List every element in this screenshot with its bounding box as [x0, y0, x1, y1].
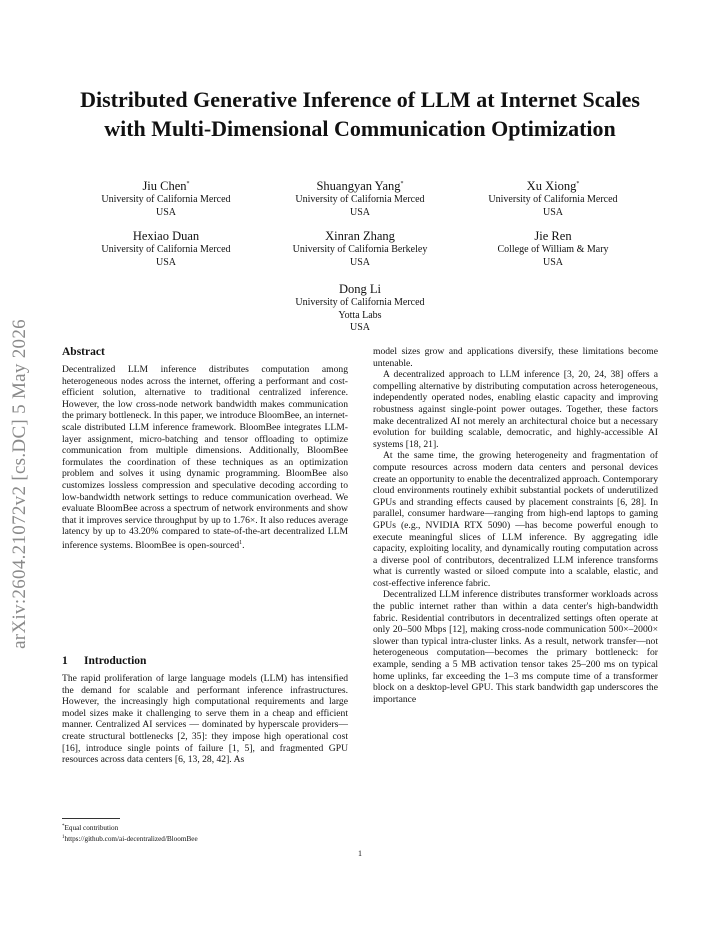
section-heading-introduction [62, 655, 146, 667]
author-affiliation: University of California Merced [101, 194, 231, 205]
intro-body [62, 673, 348, 766]
author-block [265, 177, 455, 219]
author-country: USA [349, 206, 370, 218]
author-country: USA [349, 322, 370, 333]
footnote: $^1$https://github.com/ai-decentralized/BloomBee [62, 835, 198, 843]
author-affiliation: University of California Merced [488, 194, 618, 205]
section-number: 1 [62, 655, 68, 667]
author-country: USA [349, 256, 370, 268]
author-country: USA [542, 256, 563, 268]
author-name: Jiu Chen* [142, 179, 190, 193]
abstract-body [62, 364, 348, 552]
author-block [458, 229, 648, 269]
author-block [71, 229, 261, 269]
author-country: USA [542, 206, 563, 218]
section-title: Introduction [84, 655, 147, 667]
right-column [373, 346, 658, 705]
author-block [265, 229, 455, 269]
author-affiliation: University of California Berkeley [292, 244, 428, 255]
author-block [265, 282, 455, 335]
footnotes [62, 822, 348, 844]
page-number: 1 [358, 849, 362, 858]
author-name: Xinran Zhang [325, 229, 395, 243]
abstract-text: Decentralized LLM inference distributes computation among heterogeneous nodes across the internet, offering a performant and cost-efficient solution, alternative to traditional centralized inference. However, the low cross-node network bandwidth makes communication the primary bottleneck. In this paper, we introduce BloomBee, an internet-scale distributed LLM inference framework. BloomBee integrates LLM-layer assignment, micro-batching and tensor offloading to optimize communication from multiple dimensions. Additionally, BloomBee formulates the coordination of these techniques as an optimization problem and solves it using dynamic programming. BloomBee also customizes lossless compression and speculative decoding according to low-bandwidth network settings to reduce communication overhead. We evaluate BloomBee across a spectrum of network environments and show that it improves service throughput by up to 1.76×. It also reduces average latency by up to 43.20% compared to state-of-the-art decentralized LLM inference systems. BloomBee is open-sourced$^1$. [62, 364, 349, 551]
author-block [458, 177, 648, 219]
author-name: Hexiao Duan [132, 229, 200, 243]
paragraph: model sizes grow and applications diversify, these limitations become untenable. [373, 346, 658, 369]
footnote-rule [62, 818, 120, 819]
author-block [71, 177, 261, 219]
arxiv-side-stamp: arXiv:2604.21072v2 [cs.DC] 5 May 2026 [9, 319, 30, 649]
author-country: USA [155, 256, 176, 268]
author-name: Jie Ren [534, 229, 572, 243]
paragraph: At the same time, the growing heterogeneity and fragmentation of compute resources across modern data centers and personal devices create an opportunity to enable the decentralized approach. Contemporary cloud environments routinely exhibit substantial pockets of underutilized GPUs and stranding effects caused by placement constraints [6, 28]. In parallel, consumer hardware—ranging from high-end laptops to gaming GPUs (e.g., NVIDIA RTX 5090) —has become powerful enough to execute meaningful slices of LLM inference. By aggregating idle capacity, exploiting locality, and dynamically routing computation across a diverse pool of contributors, decentralized LLM inference transforms what is currently wasted or siloed compute into a scalable, elastic, and cost-effective inference fabric. [373, 450, 658, 589]
paragraph: Decentralized LLM inference distributes transformer workloads across the public internet rather than within a data center's high-bandwidth fabric. Residential contributors in decentralized settings often operate at only 20–500 Mbps [12], making cross-node communication 500×–2000× slower than typical intra-cluster links. As a result, network transfer—not heterogeneous computation—becomes the primary bottleneck: for example, sending a 5 MB activation tensor takes 25–200 ms on typical home uplinks, far exceeding the 1–3 ms compute time of a transformer block on a desktop-level GPU. This stark bandwidth gap underscores the importance [373, 589, 658, 705]
paper-title: Distributed Generative Inference of LLM at Internet Scales with Multi-Dimensional Communication Optimization [80, 87, 640, 141]
author-name: Shuangyan Yang* [316, 179, 404, 193]
author-affiliation: University of California Merced [295, 194, 425, 205]
author-affiliation: College of William & Mary [497, 244, 609, 255]
footnote: *Equal contribution [62, 824, 119, 832]
author-affiliation-2: Yotta Labs [338, 309, 382, 321]
author-country: USA [155, 206, 176, 218]
author-name: Xu Xiong* [526, 179, 580, 193]
paragraph: A decentralized approach to LLM inference [3, 20, 24, 38] offers a compelling alternative by distributing computation across heterogeneous, independently operated nodes, enabling elastic capacity and improving robustness against single-point power outages. Together, these factors make decentralized AI not merely an architectural choice but a necessary evolution for building scalable, democratic, and highly-accessible AI systems [18, 21]. [373, 369, 658, 450]
author-name: Dong Li [338, 282, 381, 296]
footnote-ref: 1 [239, 539, 243, 546]
paragraph: The rapid proliferation of large language models (LLM) has intensified the demand for scalable and performant inference infrastructures. However, the increasingly high computational requirements and large model sizes make it challenging to serve them in a cheap and efficient manner. Centralized AI services — dominated by hyperscale providers—create structural bottlenecks [2, 35]: they impose high operational cost [16], introduce single points of failure [1, 5], and fragmented GPU resources across data centers [6, 13, 28, 42]. As [62, 673, 348, 766]
abstract-heading: Abstract [62, 346, 105, 358]
author-affiliation: University of California Merced [295, 297, 425, 308]
author-affiliation: University of California Merced [101, 244, 231, 255]
